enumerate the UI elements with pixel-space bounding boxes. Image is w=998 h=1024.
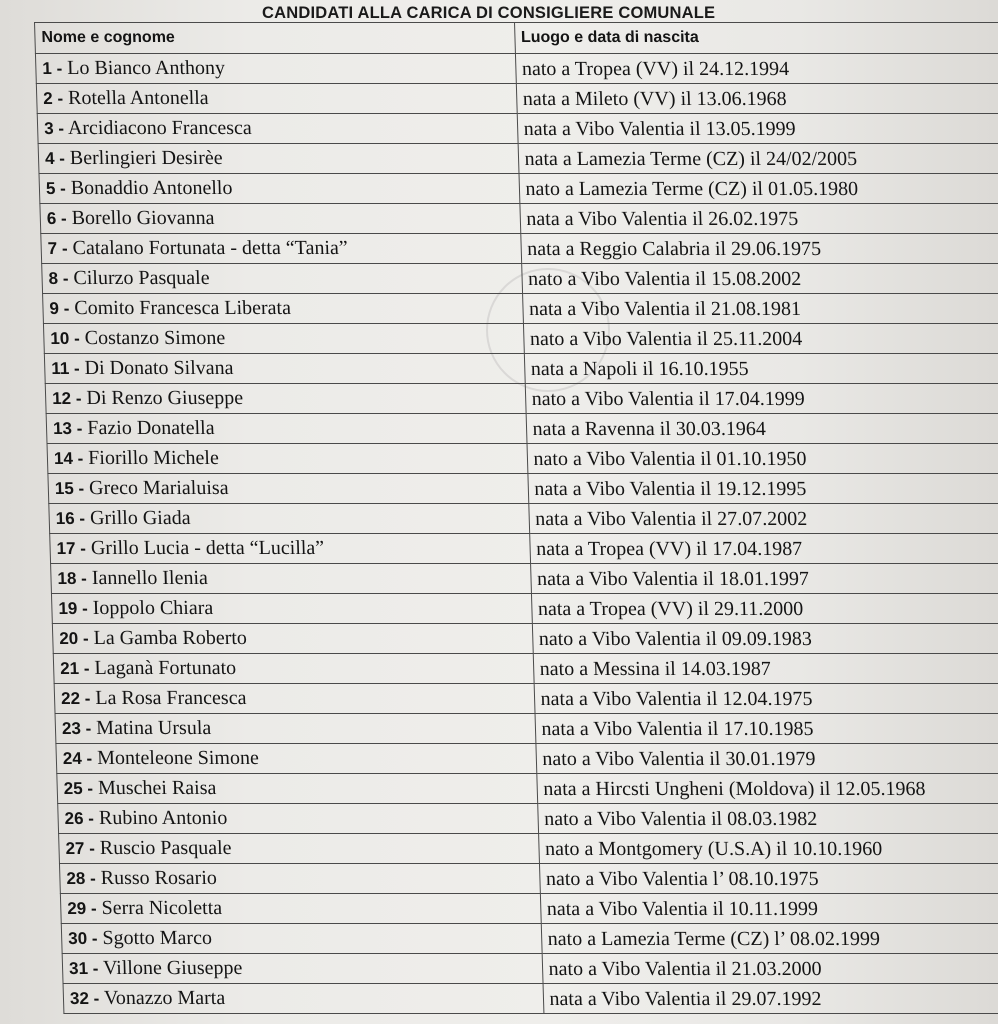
- candidate-name-cell: [53, 654, 533, 684]
- table-row: [46, 414, 998, 444]
- candidate-number: 21 -: [59, 659, 90, 678]
- candidate-birth: nata a Napoli il 16.10.1955: [524, 354, 998, 384]
- candidate-birth: nata a Vibo Valentia il 17.10.1985: [535, 714, 998, 744]
- table-row: [37, 114, 998, 144]
- candidate-number: 5 -: [45, 179, 67, 198]
- table-row: [51, 564, 998, 594]
- table-row: [45, 384, 998, 414]
- candidate-number: 8 -: [48, 269, 69, 288]
- candidate-birth: nata a Mileto (VV) il 13.06.1968: [516, 84, 998, 114]
- table-row: [63, 984, 998, 1014]
- candidate-name-cell: [56, 744, 536, 774]
- table-row: [36, 84, 998, 114]
- candidate-number: 3 -: [43, 119, 65, 138]
- candidate-name: Iannello Ilenia: [91, 567, 209, 589]
- table-row: [41, 234, 998, 264]
- candidate-number: 6 -: [46, 209, 67, 228]
- candidate-name-cell: [38, 144, 518, 174]
- candidate-name: Arcidiacono Francesca: [67, 117, 253, 139]
- candidate-birth: nato a Vibo Valentia il 01.10.1950: [527, 444, 998, 474]
- table-row: [57, 774, 998, 804]
- candidate-name-cell: [57, 774, 537, 804]
- candidate-name-cell: [43, 324, 523, 354]
- table-row: [62, 954, 998, 984]
- candidate-name: Vonazzo Marta: [103, 987, 226, 1009]
- table-row: [44, 354, 998, 384]
- candidate-name: Berlingieri Desirèe: [69, 147, 223, 169]
- candidate-number: 4 -: [44, 149, 66, 168]
- candidate-number: 11 -: [51, 359, 80, 378]
- table-row: [35, 54, 998, 84]
- candidate-birth: nato a Messina il 14.03.1987: [533, 654, 998, 684]
- candidate-name: Muschei Raisa: [97, 777, 217, 799]
- candidate-name-cell: [60, 894, 540, 924]
- candidate-name: La Gamba Roberto: [93, 627, 248, 649]
- candidate-number: 27 -: [65, 839, 96, 858]
- candidate-number: 9 -: [49, 299, 70, 318]
- candidate-number: 14 -: [53, 449, 84, 468]
- candidate-birth: nato a Vibo Valentia il 17.04.1999: [525, 384, 998, 414]
- table-row: [47, 444, 998, 474]
- candidate-name-cell: [45, 384, 525, 414]
- candidate-name: Comito Francesca Liberata: [74, 297, 292, 319]
- candidate-name: Di Donato Silvana: [84, 357, 234, 379]
- table-row: [60, 894, 998, 924]
- candidate-name-cell: [62, 954, 542, 984]
- candidate-birth: nata a Vibo Valentia il 21.08.1981: [522, 294, 998, 324]
- candidate-name: Lo Bianco Anthony: [66, 57, 226, 79]
- candidate-birth: nato a Vibo Valentia il 30.01.1979: [535, 744, 998, 774]
- candidate-name-cell: [51, 564, 531, 594]
- candidate-number: 18 -: [57, 569, 88, 588]
- candidate-name: Ioppolo Chiara: [92, 597, 214, 619]
- candidate-birth: nato a Vibo Valentia il 09.09.1983: [532, 624, 998, 654]
- table-row: [51, 594, 998, 624]
- candidate-number: 7 -: [47, 239, 68, 258]
- candidate-number: 32 -: [69, 989, 100, 1008]
- table-body: [35, 54, 998, 1014]
- candidate-number: 13 -: [52, 419, 83, 438]
- table-row: [61, 924, 998, 954]
- candidate-birth: nata a Vibo Valentia il 26.02.1975: [519, 204, 998, 234]
- table-header-row: [35, 23, 998, 54]
- candidate-birth: nato a Vibo Valentia il 15.08.2002: [521, 264, 998, 294]
- candidate-name-cell: [41, 234, 521, 264]
- candidate-number: 15 -: [54, 479, 85, 498]
- candidate-name-cell: [48, 474, 528, 504]
- candidate-name: Catalano Fortunata - detta “Tania”: [72, 237, 349, 259]
- table-row: [39, 174, 998, 204]
- candidate-name-cell: [55, 714, 535, 744]
- table-row: [48, 474, 998, 504]
- candidate-number: 30 -: [67, 929, 98, 948]
- candidate-number: 16 -: [55, 509, 86, 528]
- table-row: [49, 504, 998, 534]
- table-row: [55, 714, 998, 744]
- candidate-birth: nata a Vibo Valentia il 12.04.1975: [534, 684, 998, 714]
- table-row: [42, 264, 998, 294]
- candidate-number: 1 -: [42, 59, 63, 78]
- candidate-name-cell: [52, 624, 532, 654]
- candidate-name-cell: [58, 804, 538, 834]
- candidate-number: 20 -: [59, 629, 89, 648]
- candidates-table: [34, 22, 998, 1014]
- candidate-birth: nato a Lamezia Terme (CZ) l’ 08.02.1999: [541, 924, 998, 954]
- candidate-birth: nata a Ravenna il 30.03.1964: [526, 414, 998, 444]
- header-name: Nome e cognome: [35, 23, 515, 54]
- candidate-birth: nata a Vibo Valentia il 19.12.1995: [527, 474, 998, 504]
- candidate-name-cell: [63, 984, 543, 1014]
- candidate-birth: nata a Vibo Valentia il 29.07.1992: [543, 984, 998, 1014]
- candidate-name: Russo Rosario: [100, 867, 218, 889]
- candidate-name-cell: [49, 504, 529, 534]
- candidate-birth: nato a Montgomery (U.S.A) il 10.10.1960: [538, 834, 998, 864]
- candidate-birth: nato a Vibo Valentia il 08.03.1982: [537, 804, 998, 834]
- candidate-number: 2 -: [42, 89, 64, 108]
- candidate-name: Fiorillo Michele: [87, 447, 220, 469]
- candidate-name-cell: [61, 924, 541, 954]
- candidate-name-cell: [37, 114, 517, 144]
- candidate-name: Ruscio Pasquale: [99, 837, 232, 859]
- table-row: [59, 834, 998, 864]
- candidate-name-cell: [46, 414, 526, 444]
- table-row: [43, 324, 998, 354]
- candidate-number: 23 -: [61, 719, 92, 738]
- candidate-name-cell: [47, 444, 527, 474]
- candidate-name: Monteleone Simone: [96, 747, 260, 769]
- candidate-name-cell: [40, 204, 520, 234]
- candidate-birth: nata a Tropea (VV) il 17.04.1987: [529, 534, 998, 564]
- candidate-number: 28 -: [66, 869, 96, 888]
- candidate-name: Rubino Antonio: [98, 807, 228, 829]
- candidate-name: Laganà Fortunato: [94, 657, 237, 679]
- candidate-name: Costanzo Simone: [84, 327, 226, 349]
- candidate-birth: nata a Lamezia Terme (CZ) il 24/02/2005: [518, 144, 998, 174]
- document-title: CANDIDATI ALLA CARICA DI CONSIGLIERE COMUNALE: [262, 4, 716, 22]
- candidate-number: 17 -: [56, 539, 87, 558]
- candidate-name: Fazio Donatella: [87, 417, 215, 439]
- candidate-name-cell: [35, 54, 515, 84]
- candidate-birth: nata a Vibo Valentia il 18.01.1997: [530, 564, 998, 594]
- candidate-name: Serra Nicoletta: [101, 897, 223, 919]
- candidate-birth: nata a Tropea (VV) il 29.11.2000: [531, 594, 998, 624]
- candidate-name-cell: [42, 264, 522, 294]
- candidate-name: Bonaddio Antonello: [70, 177, 233, 199]
- candidate-birth: nato a Tropea (VV) il 24.12.1994: [515, 54, 998, 84]
- header-birth: Luogo e data di nascita: [514, 23, 998, 54]
- candidate-name-cell: [51, 594, 531, 624]
- candidate-birth: nata a Vibo Valentia il 13.05.1999: [517, 114, 998, 144]
- candidate-name-cell: [43, 294, 523, 324]
- candidate-birth: nata a Reggio Calabria il 29.06.1975: [520, 234, 998, 264]
- candidate-name-cell: [54, 684, 534, 714]
- candidate-birth: nato a Vibo Valentia il 25.11.2004: [523, 324, 998, 354]
- candidate-name: Grillo Giada: [89, 507, 191, 529]
- candidate-birth: nata a Vibo Valentia il 10.11.1999: [540, 894, 998, 924]
- candidate-name: Greco Marialuisa: [88, 477, 229, 499]
- candidate-birth: nato a Vibo Valentia l’ 08.10.1975: [539, 864, 998, 894]
- candidate-birth: nato a Vibo Valentia il 21.03.2000: [542, 954, 998, 984]
- candidate-name: Borello Giovanna: [71, 207, 215, 229]
- table-row: [52, 624, 998, 654]
- table-row: [54, 684, 998, 714]
- candidate-number: 10 -: [50, 329, 80, 348]
- candidate-name: Cilurzo Pasquale: [73, 267, 210, 289]
- candidate-number: 26 -: [64, 809, 95, 828]
- candidate-number: 24 -: [62, 749, 93, 768]
- candidate-name-cell: [59, 864, 539, 894]
- candidate-name: La Rosa Francesca: [95, 687, 247, 709]
- candidate-name-cell: [44, 354, 524, 384]
- candidate-name: Sgotto Marco: [102, 927, 213, 949]
- candidate-name: Matina Ursula: [95, 717, 212, 739]
- candidate-birth: nato a Lamezia Terme (CZ) il 01.05.1980: [518, 174, 998, 204]
- candidate-birth: nata a Hircsti Ungheni (Moldova) il 12.05.1968: [536, 774, 998, 804]
- candidate-name-cell: [39, 174, 519, 204]
- table-row: [43, 294, 998, 324]
- candidate-name-cell: [36, 84, 516, 114]
- table-row: [56, 744, 998, 774]
- candidate-name: Rotella Antonella: [67, 87, 209, 109]
- candidate-name: Di Renzo Giuseppe: [86, 387, 244, 409]
- candidate-number: 25 -: [63, 779, 94, 798]
- candidate-name: Grillo Lucia - detta “Lucilla”: [90, 537, 325, 559]
- candidate-name-cell: [59, 834, 539, 864]
- table-row: [53, 654, 998, 684]
- table-row: [58, 804, 998, 834]
- table-row: [59, 864, 998, 894]
- table-row: [38, 144, 998, 174]
- candidate-birth: nata a Vibo Valentia il 27.07.2002: [528, 504, 998, 534]
- candidate-number: 22 -: [60, 689, 91, 708]
- candidate-number: 12 -: [51, 389, 82, 408]
- candidate-number: 31 -: [68, 959, 99, 978]
- candidate-name: Villone Giuseppe: [102, 957, 243, 979]
- candidate-number: 19 -: [58, 599, 88, 618]
- table-row: [40, 204, 998, 234]
- candidate-name-cell: [50, 534, 530, 564]
- candidate-number: 29 -: [67, 899, 97, 918]
- table-row: [50, 534, 998, 564]
